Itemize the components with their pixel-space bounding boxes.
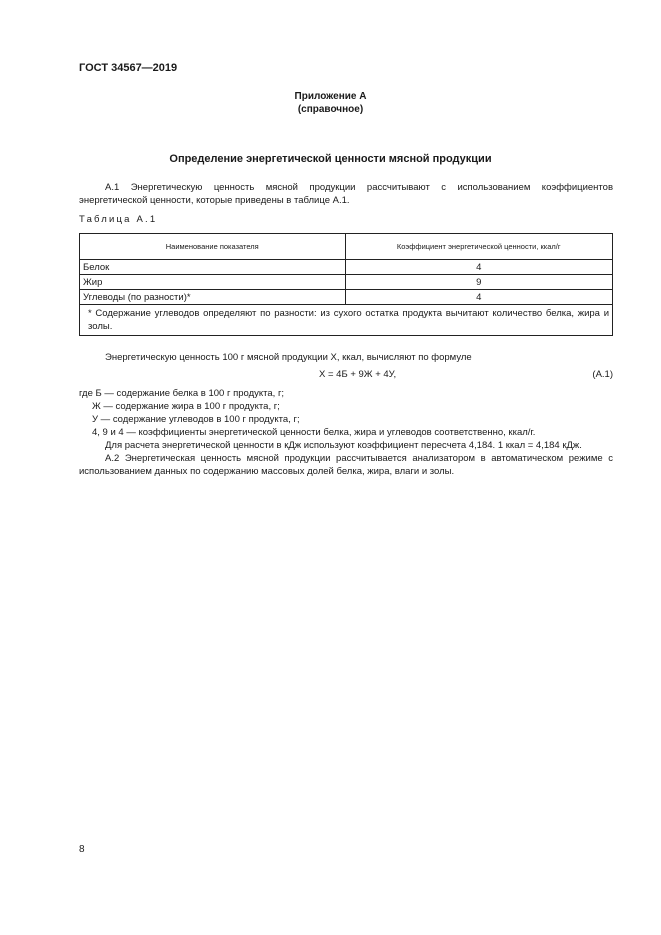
paragraph-a2: А.2 Энергетическая ценность мясной продукции рассчитывается анализатором в автоматическом режиме с использованием данных по содержанию массовых долей белка, жира, влаги и золы. [79, 453, 613, 477]
page-number: 8 [79, 844, 85, 855]
where-line: Ж — содержание жира в 100 г продукта, г; [92, 401, 280, 412]
table-header-coefficient: Коэффициент энергетической ценности, ккал/г [345, 234, 613, 260]
table-row [80, 260, 613, 275]
paragraph-kj: Для расчета энергетической ценности в кДж используют коэффициент пересчета 4,184. 1 ккал = 4,184 кДж. [105, 440, 582, 451]
table-cell-value: 4 [345, 260, 613, 275]
where-line: где Б — содержание белка в 100 г продукта, г; [79, 388, 285, 399]
standard-code: ГОСТ 34567—2019 [79, 62, 178, 74]
formula-number: (А.1) [592, 369, 613, 380]
table-caption: Таблица А.1 [79, 214, 158, 225]
table-row [80, 290, 613, 305]
table-row [80, 275, 613, 290]
table-cell-value: 9 [345, 275, 613, 290]
table-cell-name: Углеводы (по разности)* [80, 290, 346, 305]
where-line: 4, 9 и 4 — коэффициенты энергетической ценности белка, жира и углеводов соответственно, ккал/г. [92, 427, 536, 438]
coefficients-table [79, 233, 613, 336]
where-line: У — содержание углеводов в 100 г продукта, г; [92, 414, 300, 425]
section-title: Определение энергетической ценности мясной продукции [169, 153, 492, 165]
where-block [79, 387, 613, 439]
appendix-title: Приложение А [294, 91, 367, 102]
appendix-subtitle: (справочное) [297, 104, 364, 115]
table-footnote-row [80, 305, 613, 336]
formula-expression: X = 4Б + 9Ж + 4У, [319, 369, 397, 380]
formula-intro: Энергетическую ценность 100 г мясной продукции X, ккал, вычисляют по формуле [105, 352, 472, 363]
paragraph-a1: А.1 Энергетическую ценность мясной продукции рассчитывают с использованием коэффициентов энергетической ценности, которые приведены в таблице А.1. [79, 182, 613, 206]
table-cell-name: Жир [80, 275, 346, 290]
table-cell-value: 4 [345, 290, 613, 305]
table-cell-name: Белок [80, 260, 346, 275]
table-header-row [80, 234, 613, 260]
table-header-name: Наименование показателя [80, 234, 346, 260]
table-footnote: * Содержание углеводов определяют по разности: из сухого остатка продукта вычитают количество белка, жира и золы. [80, 305, 613, 336]
